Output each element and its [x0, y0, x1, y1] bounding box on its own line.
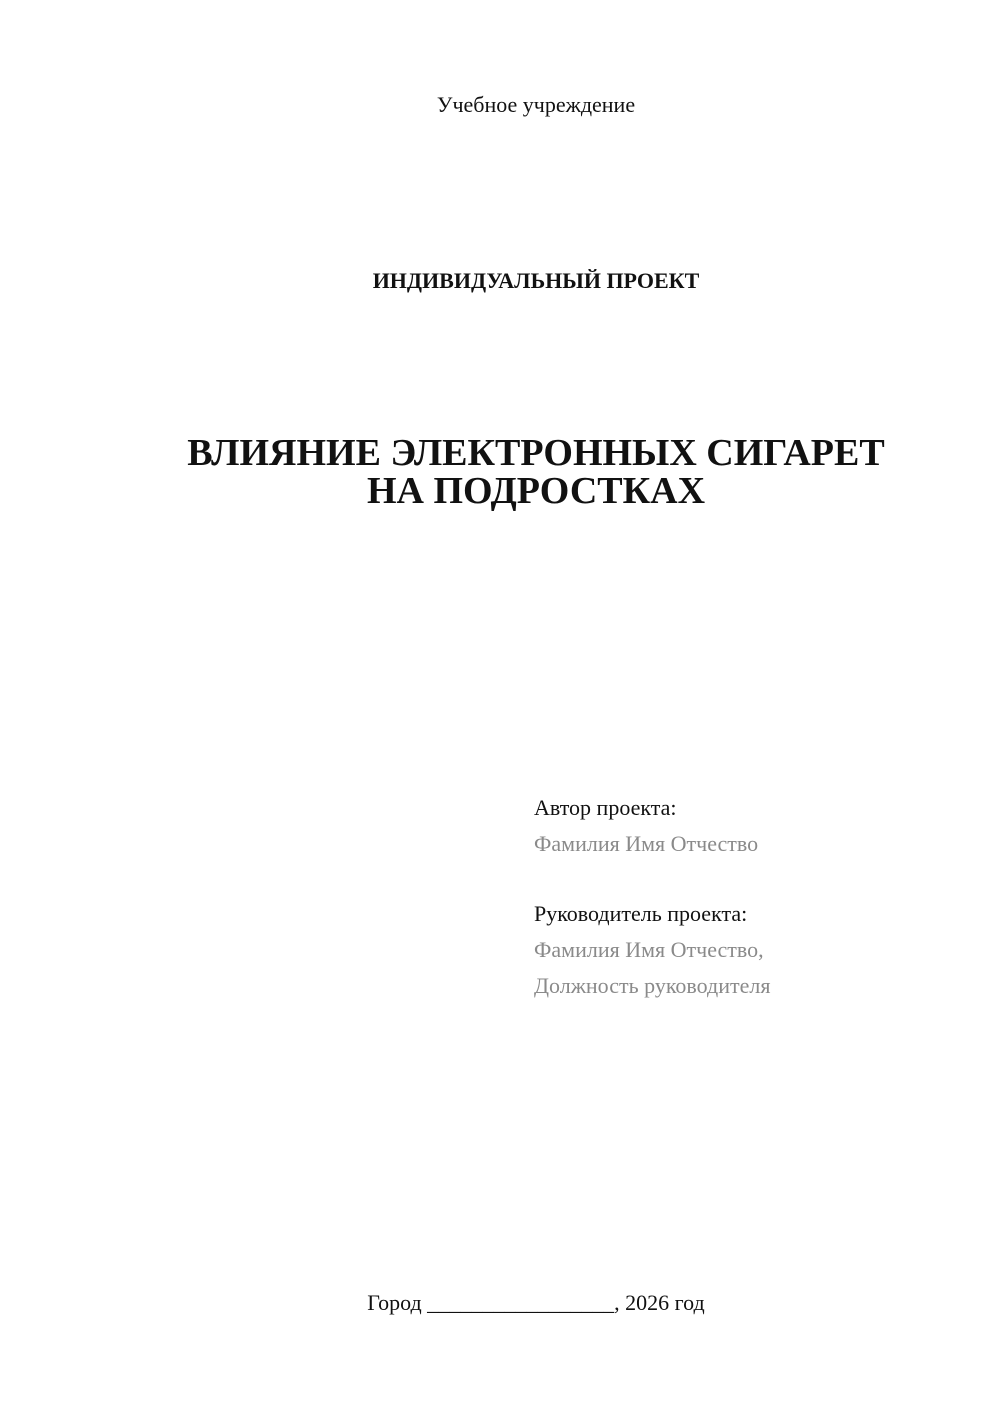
city-year-line: Город _________________, 2026 год — [367, 1290, 705, 1315]
institution-name: Учебное учреждение — [436, 92, 636, 117]
supervisor-name: Фамилия Имя Отчество, — [534, 937, 764, 962]
author-label: Автор проекта: — [534, 795, 677, 820]
project-type-heading: ИНДИВИДУАЛЬНЫЙ ПРОЕКТ — [372, 268, 700, 293]
credits-block — [534, 790, 770, 1004]
project-title-line-2: НА ПОДРОСТКАХ — [366, 470, 706, 512]
supervisor-label: Руководитель проекта: — [534, 901, 748, 926]
project-title — [0, 434, 1000, 510]
project-title-line-1: ВЛИЯНИЕ ЭЛЕКТРОННЫХ СИГАРЕТ — [187, 432, 885, 474]
credits-spacer — [534, 862, 770, 896]
author-name: Фамилия Имя Отчество — [534, 831, 759, 856]
supervisor-position: Должность руководителя — [534, 973, 771, 998]
